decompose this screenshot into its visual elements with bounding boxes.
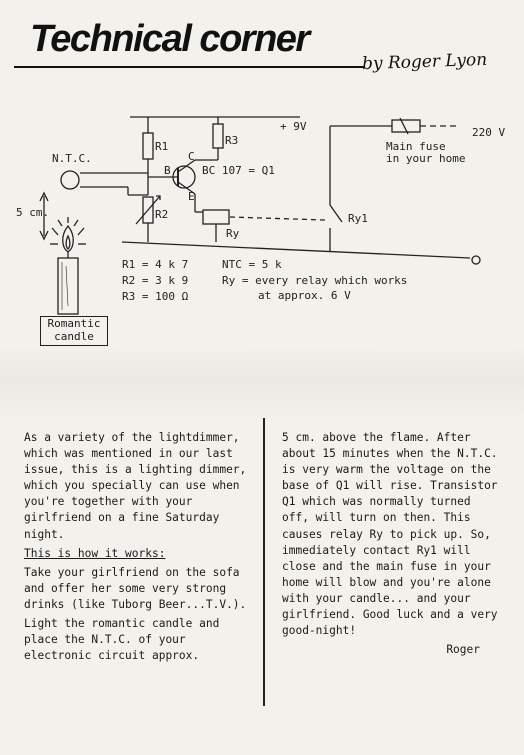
- fuse-label-line1: Main fuse: [386, 140, 446, 153]
- relay-spec-line2: at approx. 6 V: [258, 289, 351, 302]
- r2-value: R2 = 3 k 9: [122, 274, 189, 287]
- r1-resistor: [143, 133, 153, 159]
- instructions-paragraph: Take your girlfriend on the sofa and offer her some very strong drinks (like Tuborg Beer...T.V.).: [24, 565, 247, 611]
- ntc-label: N.T.C.: [52, 152, 92, 165]
- intro-paragraph: As a variety of the lightdimmer, which was mentioned in our last issue, this is a lighting dimmer, which you specially can use when you're together with your girlfriend on a fine Saturday night.: [24, 431, 247, 541]
- how-it-works-heading: This is how it works:: [24, 546, 166, 560]
- fuse-label-line2: in your home: [386, 152, 466, 165]
- circuit-diagram: [0, 0, 524, 360]
- relay-contact-label: Ry1: [348, 212, 368, 225]
- supply-label: + 9V: [280, 120, 307, 133]
- explanation-paragraph: 5 cm. above the flame. After about 15 minutes when the N.T.C. is very warm the voltage on the base of Q1 will rise. Transistor Q1 which was normally turned off, will turn on then. This causes relay Ry to pick up. So, immediately contact Ry1 will close and the main fuse in your home will blow and you're alone with your candle... and your girlfriend. Good luck and a very good-night!: [282, 431, 498, 638]
- mains-terminal: [472, 256, 480, 264]
- column-divider: [263, 418, 265, 706]
- distance-label: 5 cm.: [16, 206, 50, 219]
- r1-value: R1 = 4 k 7: [122, 258, 189, 271]
- r3-resistor: [213, 124, 223, 148]
- ground-rail: [122, 242, 470, 258]
- candle-caption-line1: Romantic: [47, 317, 101, 330]
- r1-label: R1: [155, 140, 169, 153]
- candle-paragraph: Light the romantic candle and place the N.T.C. of your electronic circuit approx.: [24, 617, 220, 663]
- candle-caption-line2: candle: [54, 330, 94, 343]
- mains-label: 220 V: [472, 126, 506, 139]
- page-title: Technical corner: [30, 18, 309, 60]
- relay-coil: [203, 210, 229, 224]
- emitter-label: E: [188, 190, 195, 203]
- relay-spec-line1: Ry = every relay which works: [222, 274, 408, 287]
- signature: Roger: [446, 643, 480, 657]
- r2-label: R2: [155, 208, 169, 221]
- collector-label: C: [188, 150, 195, 163]
- base-label: B: [164, 164, 171, 177]
- article-column-2: [282, 430, 504, 658]
- candle-caption: [40, 316, 108, 346]
- ntc-thermistor: [61, 171, 79, 189]
- ntc-value: NTC = 5 k: [222, 258, 282, 271]
- r3-label: R3: [225, 134, 239, 147]
- byline: by Roger Lyon: [361, 49, 488, 75]
- article-column-1: [24, 430, 252, 667]
- relay-label: Ry: [226, 227, 240, 240]
- transistor-label: BC 107 = Q1: [202, 164, 275, 177]
- r3-value: R3 = 100 Ω: [122, 290, 189, 303]
